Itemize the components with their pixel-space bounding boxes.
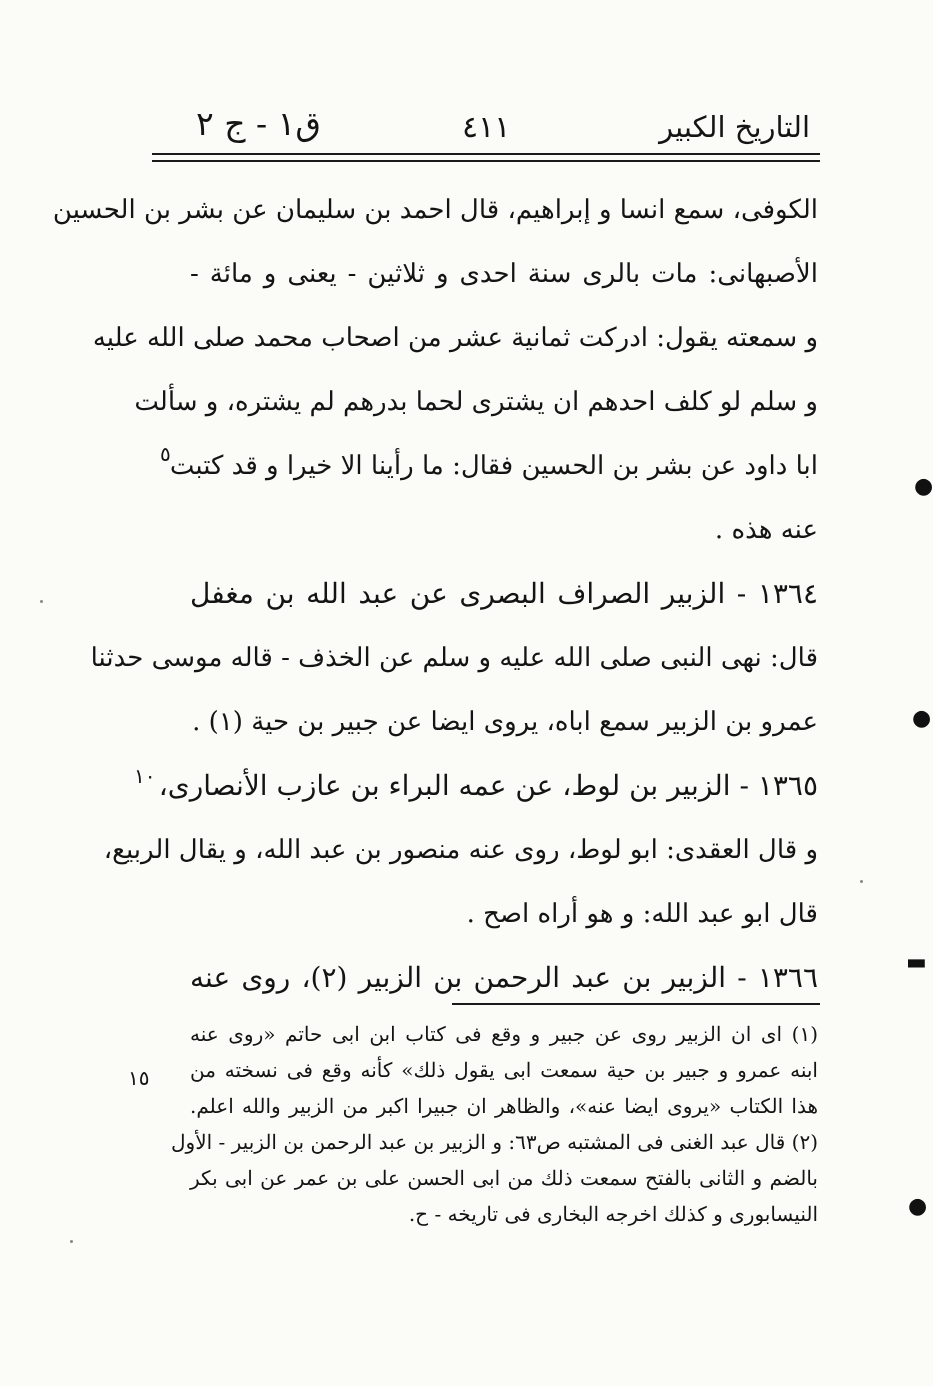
- footnotes: [171, 1016, 818, 1232]
- footnote-rule: [452, 1003, 820, 1005]
- text-line: الأصبهانى: مات بالرى سنة احدى و ثلاثين - يعنى و مائة -: [190, 259, 818, 289]
- header-rule-bottom: [152, 160, 820, 162]
- text-line: و سلم لو كلف احدهم ان يشترى لحما بدرهم لم يشتره، و سألت: [134, 387, 818, 417]
- footnote-line: ابنه عمرو و جبير بن حية سمعت ابى يقول ذلك» كأنه وقع فى نسخته من: [190, 1058, 818, 1082]
- text-line: عمرو بن الزبير سمع اباه، يروى ايضا عن جبير بن حية (١) .: [192, 707, 818, 737]
- line-number-10: ١٠: [134, 764, 156, 788]
- scan-speck: [70, 1240, 73, 1243]
- footnote-line: النيسابورى و كذلك اخرجه البخارى فى تاريخه - ح.: [408, 1202, 818, 1226]
- footnote-line: (٢) قال عبد الغنى فى المشتبه ص٦٣: و الزبير بن عبد الرحمن بن الزبير - الأول: [171, 1130, 818, 1154]
- line-number-5: ٥: [160, 442, 171, 466]
- line-number-15: ١٥: [128, 1066, 150, 1090]
- margin-dash-icon: ▬: [906, 950, 927, 975]
- footnote-line: (١) اى ان الزبير روى عن جبير و وقع فى كتاب ابن ابى حاتم «روى عنه: [190, 1022, 818, 1046]
- text-line: عنه هذه .: [714, 515, 818, 545]
- scan-speck: [40, 600, 43, 603]
- entry-heading-1364: ١٣٦٤ - الزبير الصراف البصرى عن عبد الله بن مغفل: [190, 577, 818, 610]
- margin-dot-icon: ●: [914, 474, 933, 499]
- margin-dot-icon: ●: [912, 706, 932, 731]
- text-line: ابا داود عن بشر بن الحسين فقال: ما رأينا الا خيرا و قد كتبت: [169, 451, 818, 481]
- text-line: و قال العقدى: ابو لوط، روى عنه منصور بن عبد الله، و يقال الربيع،: [103, 835, 818, 865]
- footnote-line: بالضم و الثانى بالفتح سمعت ذلك من ابى الحسن على بن عمر عن ابى بكر: [190, 1166, 818, 1190]
- text-line: و سمعته يقول: ادركت ثمانية عشر من اصحاب محمد صلى الله عليه: [92, 323, 818, 353]
- text-line: قال: نهى النبى صلى الله عليه و سلم عن الخذف - قاله موسى حدثنا: [90, 643, 818, 673]
- header-rule-top: [152, 153, 820, 155]
- entry-heading-1366: ١٣٦٦ - الزبير بن عبد الرحمن بن الزبير (٢)، روى عنه: [190, 961, 818, 994]
- page-number: ٤١١: [462, 110, 511, 145]
- text-line: الكوفى، سمع انسا و إبراهيم، قال احمد بن سليمان عن بشر بن الحسين: [52, 195, 818, 225]
- footnote-line: هذا الكتاب «يروى ايضا عنه»، والظاهر ان جبيرا اكبر من الزبير والله اعلم.: [190, 1094, 818, 1118]
- entry-heading-1365: ١٣٦٥ - الزبير بن لوط، عن عمه البراء بن عازب الأنصارى،: [158, 769, 818, 802]
- margin-dot-icon: ●: [908, 1194, 928, 1219]
- volume-marker: ق١ - ج ٢: [196, 104, 321, 143]
- text-line: قال ابو عبد الله: و هو أراه اصح .: [466, 899, 818, 929]
- running-title: التاريخ الكبير: [659, 110, 810, 144]
- scan-speck: [860, 880, 863, 883]
